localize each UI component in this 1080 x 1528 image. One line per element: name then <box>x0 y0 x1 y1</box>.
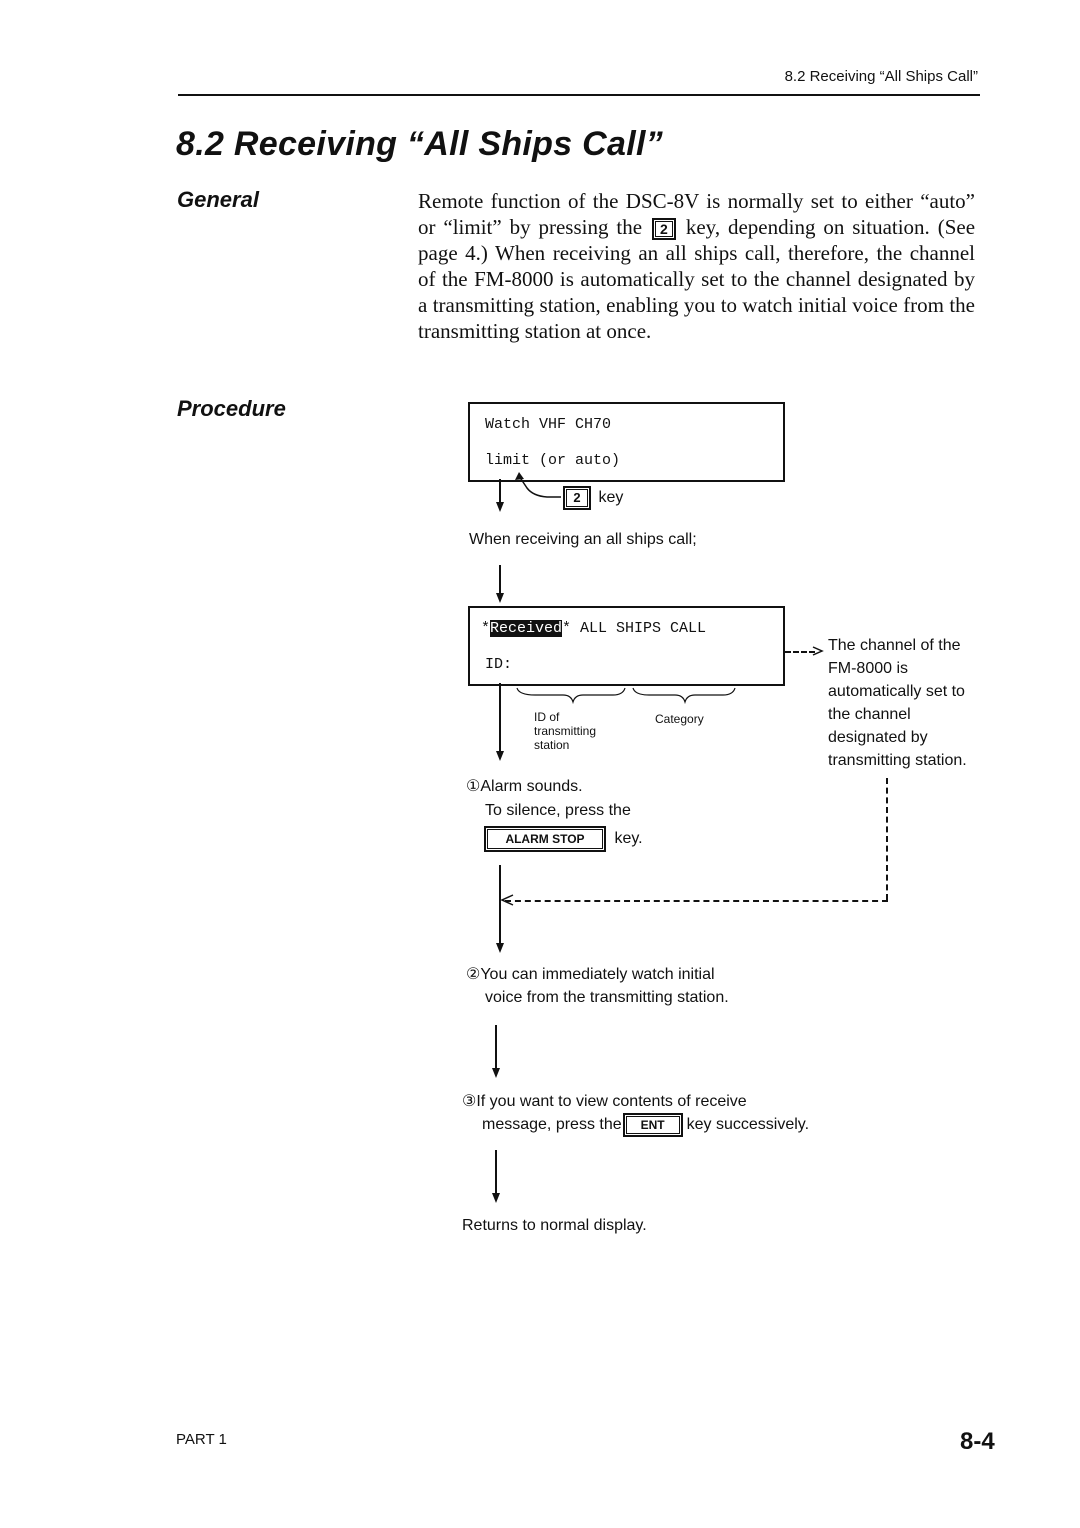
step3-text-pre: message, press the <box>482 1116 622 1134</box>
running-header: 8.2 Receiving “All Ships Call” <box>784 68 978 85</box>
alarm-stop-key: ALARM STOP <box>484 826 606 852</box>
flow-line-1 <box>499 479 501 504</box>
received-highlight: Received <box>490 620 563 637</box>
step3-line2 <box>482 1113 809 1137</box>
channel-set-note: The channel of the FM-8000 is automatically set to the channel designated by transmitting station. <box>828 637 967 769</box>
flow-line-3 <box>499 683 501 753</box>
star-prefix: * <box>481 620 491 637</box>
dashed-return-arrow <box>499 893 515 909</box>
step2-number: ② <box>466 966 481 983</box>
step1-number: ① <box>466 778 481 795</box>
dashed-return-horizontal <box>505 900 888 902</box>
dashed-pointer-arrow <box>811 645 825 659</box>
flow-arrow-4 <box>496 943 504 953</box>
step3-text: If you want to view contents of receive <box>476 1093 747 1110</box>
display-watch-line2: limit (or auto) <box>485 452 621 469</box>
id-category-braces <box>515 686 740 706</box>
key-2-button: 2 <box>563 486 591 510</box>
category-label: Category <box>655 712 704 726</box>
flow-arrow-1 <box>496 502 504 512</box>
procedure-heading: Procedure <box>177 396 286 421</box>
footer-part: PART 1 <box>176 1431 227 1448</box>
all-ships-call-text: * ALL SHIPS CALL <box>562 620 707 637</box>
key-2-inline: 2 <box>652 218 676 240</box>
step1-title: Alarm sounds. <box>480 778 583 795</box>
step1-alarm <box>466 776 583 796</box>
alarm-key-label: key. <box>614 830 643 847</box>
flow-arrow-5 <box>492 1068 500 1078</box>
general-text-part2: key, depending on situation. (See page 4.) When receiving an all ships call, therefore, the channel of the FM-8000 is automatically set to the channel designated by a transmitting station, enabling you to watch initial voice from the transmitting station at once. <box>418 215 976 344</box>
id-of-station-label: ID of transmitting station <box>534 710 597 752</box>
step1-silence-text: To silence, press the <box>485 802 631 819</box>
display-watch-line1: Watch VHF CH70 <box>485 416 612 433</box>
flow-arrow-2 <box>496 593 504 603</box>
flow-line-6 <box>495 1150 497 1195</box>
key-2-callout <box>563 486 623 510</box>
general-paragraph <box>418 188 975 344</box>
page-number: 8-4 <box>960 1428 995 1455</box>
flow-line-4 <box>499 865 501 945</box>
general-text-part1: Remote function of the DSC-8V is normally set to either “auto” or “limit” by pressing the <box>418 189 975 239</box>
key-label: key <box>598 489 624 506</box>
section-title: 8.2 Receiving “All Ships Call” <box>176 125 664 163</box>
flow-arrow-3 <box>496 751 504 761</box>
when-receiving-text: When receiving an all ships call; <box>469 531 697 548</box>
step3-text-post: key successively. <box>686 1116 810 1134</box>
step3-number: ③ <box>462 1093 477 1110</box>
step3-line1 <box>462 1091 747 1111</box>
alarm-stop-callout <box>484 826 643 852</box>
step2-text: You can immediately watch initial <box>480 966 715 983</box>
flow-arrow-6 <box>492 1193 500 1203</box>
flow-line-2 <box>499 565 501 595</box>
returns-text: Returns to normal display. <box>462 1217 647 1234</box>
display-received-line1 <box>481 620 706 637</box>
ent-key: ENT <box>623 1113 683 1137</box>
step2-line2: voice from the transmitting station. <box>485 989 729 1006</box>
general-heading: General <box>177 187 259 212</box>
display-received <box>468 606 785 686</box>
header-rule <box>178 94 980 96</box>
display-received-line2: ID: <box>485 656 513 673</box>
flow-line-5 <box>495 1025 497 1070</box>
step2-line1 <box>466 964 715 984</box>
dashed-return-vertical <box>886 778 888 900</box>
